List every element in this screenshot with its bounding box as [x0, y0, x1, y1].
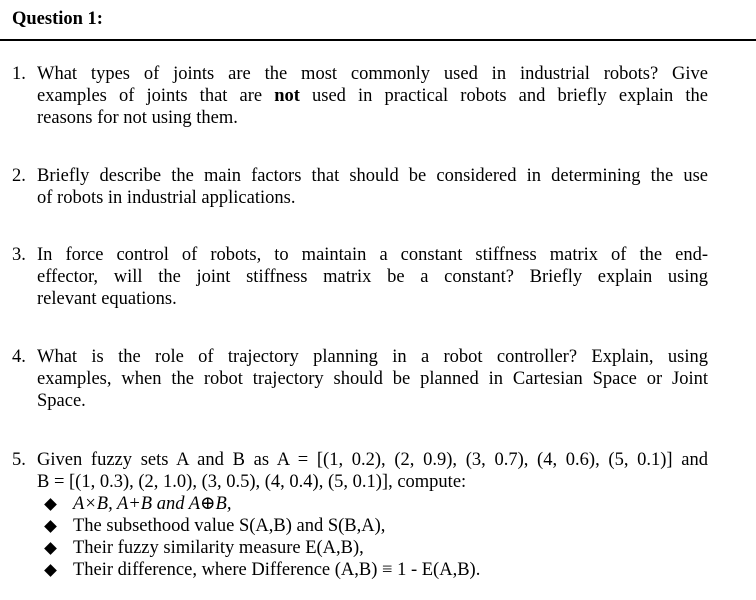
text-run: Briefly describe the main factors that should be considered in determining the use: [37, 166, 708, 186]
question-line: [37, 63, 708, 85]
question-line: [37, 85, 708, 107]
question-number: 1.: [12, 64, 26, 84]
bullet-text: Their difference, where Difference (A,B) ≡ 1 - E(A,B).: [73, 560, 481, 580]
question-1: [12, 63, 708, 129]
question-3: [12, 244, 708, 310]
question-4: [12, 346, 708, 412]
list-item: [37, 493, 708, 515]
question-number: 4.: [12, 347, 26, 367]
question-line: [37, 244, 708, 266]
question-number: 3.: [12, 245, 26, 265]
diamond-bullet-icon: [44, 564, 57, 577]
text-run: Given fuzzy sets A and B as A = [(1, 0.2), (2, 0.9), (3, 0.7), (4, 0.6), (5, 0.1)] and: [37, 450, 708, 470]
question-line: [37, 165, 708, 187]
question-2: [12, 165, 708, 209]
diamond-bullet-icon: [44, 498, 57, 511]
question-5: [12, 449, 708, 581]
question-text: [37, 449, 708, 581]
diamond-bullet-icon: [44, 542, 57, 555]
question-line: [37, 187, 708, 209]
diamond-bullet-icon: [44, 520, 57, 533]
question-line: [37, 368, 708, 390]
question-text: [37, 63, 708, 129]
list-item: [37, 537, 708, 559]
bullet-text: The subsethood value S(A,B) and S(B,A),: [73, 516, 386, 536]
text-run: relevant equations.: [37, 289, 177, 309]
bullet-list: [37, 493, 708, 581]
text-run: examples, when the robot trajectory should be planned in Cartesian Space or Joint: [37, 369, 708, 389]
text-run: What types of joints are the most commonly used in industrial robots? Give: [37, 64, 708, 84]
list-item: [37, 515, 708, 537]
question-line: [37, 471, 708, 493]
question-line: [37, 266, 708, 288]
document-header: [0, 0, 756, 44]
question-text: [37, 346, 708, 412]
question-line: [37, 390, 708, 412]
page-title: Question 1:: [12, 9, 103, 29]
text-run: effector, will the joint stiffness matrix be a constant? Briefly explain using: [37, 267, 708, 287]
text-run: of robots in industrial applications.: [37, 188, 296, 208]
question-text: [37, 165, 708, 209]
text-run: Space.: [37, 391, 86, 411]
text-run: examples of joints that are: [37, 86, 275, 106]
text-run: B = [(1, 0.3), (2, 1.0), (3, 0.5), (4, 0.4), (5, 0.1)], compute:: [37, 472, 467, 492]
text-run: reasons for not using them.: [37, 108, 238, 128]
bullet-text: A×B, A+B and A⊕B,: [73, 494, 232, 514]
text-run: used in practical robots and briefly explain the: [299, 86, 709, 106]
question-line: [37, 107, 708, 129]
question-text: [37, 244, 708, 310]
question-line: [37, 346, 708, 368]
question-number: 5.: [12, 450, 26, 470]
header-divider: [0, 39, 756, 41]
emphasis-text: not: [274, 86, 300, 106]
bullet-text: Their fuzzy similarity measure E(A,B),: [73, 538, 364, 558]
question-line: [37, 288, 708, 310]
list-item: [37, 559, 708, 581]
text-run: What is the role of trajectory planning in a robot controller? Explain, using: [37, 347, 708, 367]
question-number: 2.: [12, 166, 26, 186]
text-run: In force control of robots, to maintain a constant stiffness matrix of the end-: [37, 245, 708, 265]
question-line: [37, 449, 708, 471]
